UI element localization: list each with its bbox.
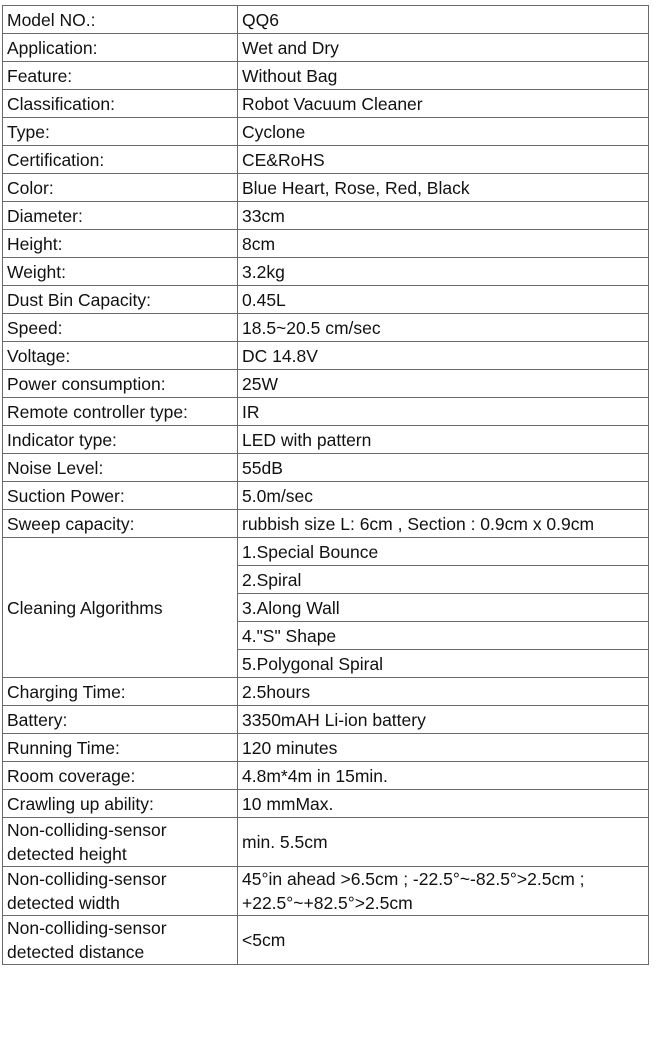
spec-value: 4."S" Shape (238, 622, 649, 650)
spec-value: 33cm (238, 202, 649, 230)
spec-label: Sweep capacity: (3, 510, 238, 538)
table-row (3, 916, 649, 965)
spec-value: 2.Spiral (238, 566, 649, 594)
spec-value: 0.45L (238, 286, 649, 314)
spec-value: 2.5hours (238, 678, 649, 706)
spec-label: Non-colliding-sensor detected width (3, 867, 238, 916)
table-row (3, 482, 649, 510)
spec-label-cleaning-algorithms: Cleaning Algorithms (3, 538, 238, 678)
spec-label: Feature: (3, 62, 238, 90)
spec-value: 8cm (238, 230, 649, 258)
table-row (3, 230, 649, 258)
table-row (3, 762, 649, 790)
table-row (3, 398, 649, 426)
spec-label: Remote controller type: (3, 398, 238, 426)
spec-value: DC 14.8V (238, 342, 649, 370)
spec-label: Non-colliding-sensor detected distance (3, 916, 238, 965)
table-row (3, 258, 649, 286)
spec-value: CE&RoHS (238, 146, 649, 174)
spec-label: Diameter: (3, 202, 238, 230)
table-row (3, 314, 649, 342)
spec-value: IR (238, 398, 649, 426)
spec-value: 5.0m/sec (238, 482, 649, 510)
spec-label: Certification: (3, 146, 238, 174)
spec-value: 5.Polygonal Spiral (238, 650, 649, 678)
table-row (3, 342, 649, 370)
table-row (3, 62, 649, 90)
spec-value: Cyclone (238, 118, 649, 146)
spec-label: Indicator type: (3, 426, 238, 454)
spec-value: 3350mAH Li-ion battery (238, 706, 649, 734)
table-row (3, 706, 649, 734)
table-row (3, 118, 649, 146)
spec-label: Non-colliding-sensor detected height (3, 818, 238, 867)
table-row (3, 734, 649, 762)
spec-value: min. 5.5cm (238, 818, 649, 867)
spec-label: Color: (3, 174, 238, 202)
spec-value: 1.Special Bounce (238, 538, 649, 566)
table-row (3, 678, 649, 706)
spec-label: Model NO.: (3, 6, 238, 34)
table-row (3, 454, 649, 482)
spec-value: 10 mmMax. (238, 790, 649, 818)
table-row (3, 286, 649, 314)
spec-value: 3.Along Wall (238, 594, 649, 622)
spec-label: Charging Time: (3, 678, 238, 706)
spec-label: Dust Bin Capacity: (3, 286, 238, 314)
spec-table (2, 5, 649, 965)
spec-value: rubbish size L: 6cm , Section : 0.9cm x 0.9cm (238, 510, 649, 538)
table-row (3, 174, 649, 202)
spec-label: Suction Power: (3, 482, 238, 510)
spec-label: Room coverage: (3, 762, 238, 790)
spec-value: 120 minutes (238, 734, 649, 762)
spec-label: Battery: (3, 706, 238, 734)
spec-value: Wet and Dry (238, 34, 649, 62)
spec-value: 25W (238, 370, 649, 398)
spec-label: Height: (3, 230, 238, 258)
spec-label: Speed: (3, 314, 238, 342)
table-row (3, 202, 649, 230)
spec-label: Voltage: (3, 342, 238, 370)
table-row (3, 34, 649, 62)
spec-value: 4.8m*4m in 15min. (238, 762, 649, 790)
spec-label: Application: (3, 34, 238, 62)
table-row (3, 510, 649, 538)
table-row (3, 818, 649, 867)
table-row (3, 6, 649, 34)
spec-label: Power consumption: (3, 370, 238, 398)
spec-value: Robot Vacuum Cleaner (238, 90, 649, 118)
spec-value: QQ6 (238, 6, 649, 34)
spec-value: 3.2kg (238, 258, 649, 286)
spec-value: LED with pattern (238, 426, 649, 454)
spec-label: Weight: (3, 258, 238, 286)
table-row (3, 426, 649, 454)
spec-value: 45°in ahead >6.5cm ; -22.5°~-82.5°>2.5cm ; +22.5°~+82.5°>2.5cm (238, 867, 649, 916)
table-row (3, 90, 649, 118)
table-row (3, 867, 649, 916)
table-row (3, 790, 649, 818)
spec-value: <5cm (238, 916, 649, 965)
table-row (3, 146, 649, 174)
spec-value: Blue Heart, Rose, Red, Black (238, 174, 649, 202)
spec-label: Crawling up ability: (3, 790, 238, 818)
table-row (3, 370, 649, 398)
spec-label: Noise Level: (3, 454, 238, 482)
spec-value: 18.5~20.5 cm/sec (238, 314, 649, 342)
spec-value: Without Bag (238, 62, 649, 90)
spec-value: 55dB (238, 454, 649, 482)
spec-label: Classification: (3, 90, 238, 118)
spec-label: Running Time: (3, 734, 238, 762)
table-row (3, 538, 649, 566)
spec-label: Type: (3, 118, 238, 146)
